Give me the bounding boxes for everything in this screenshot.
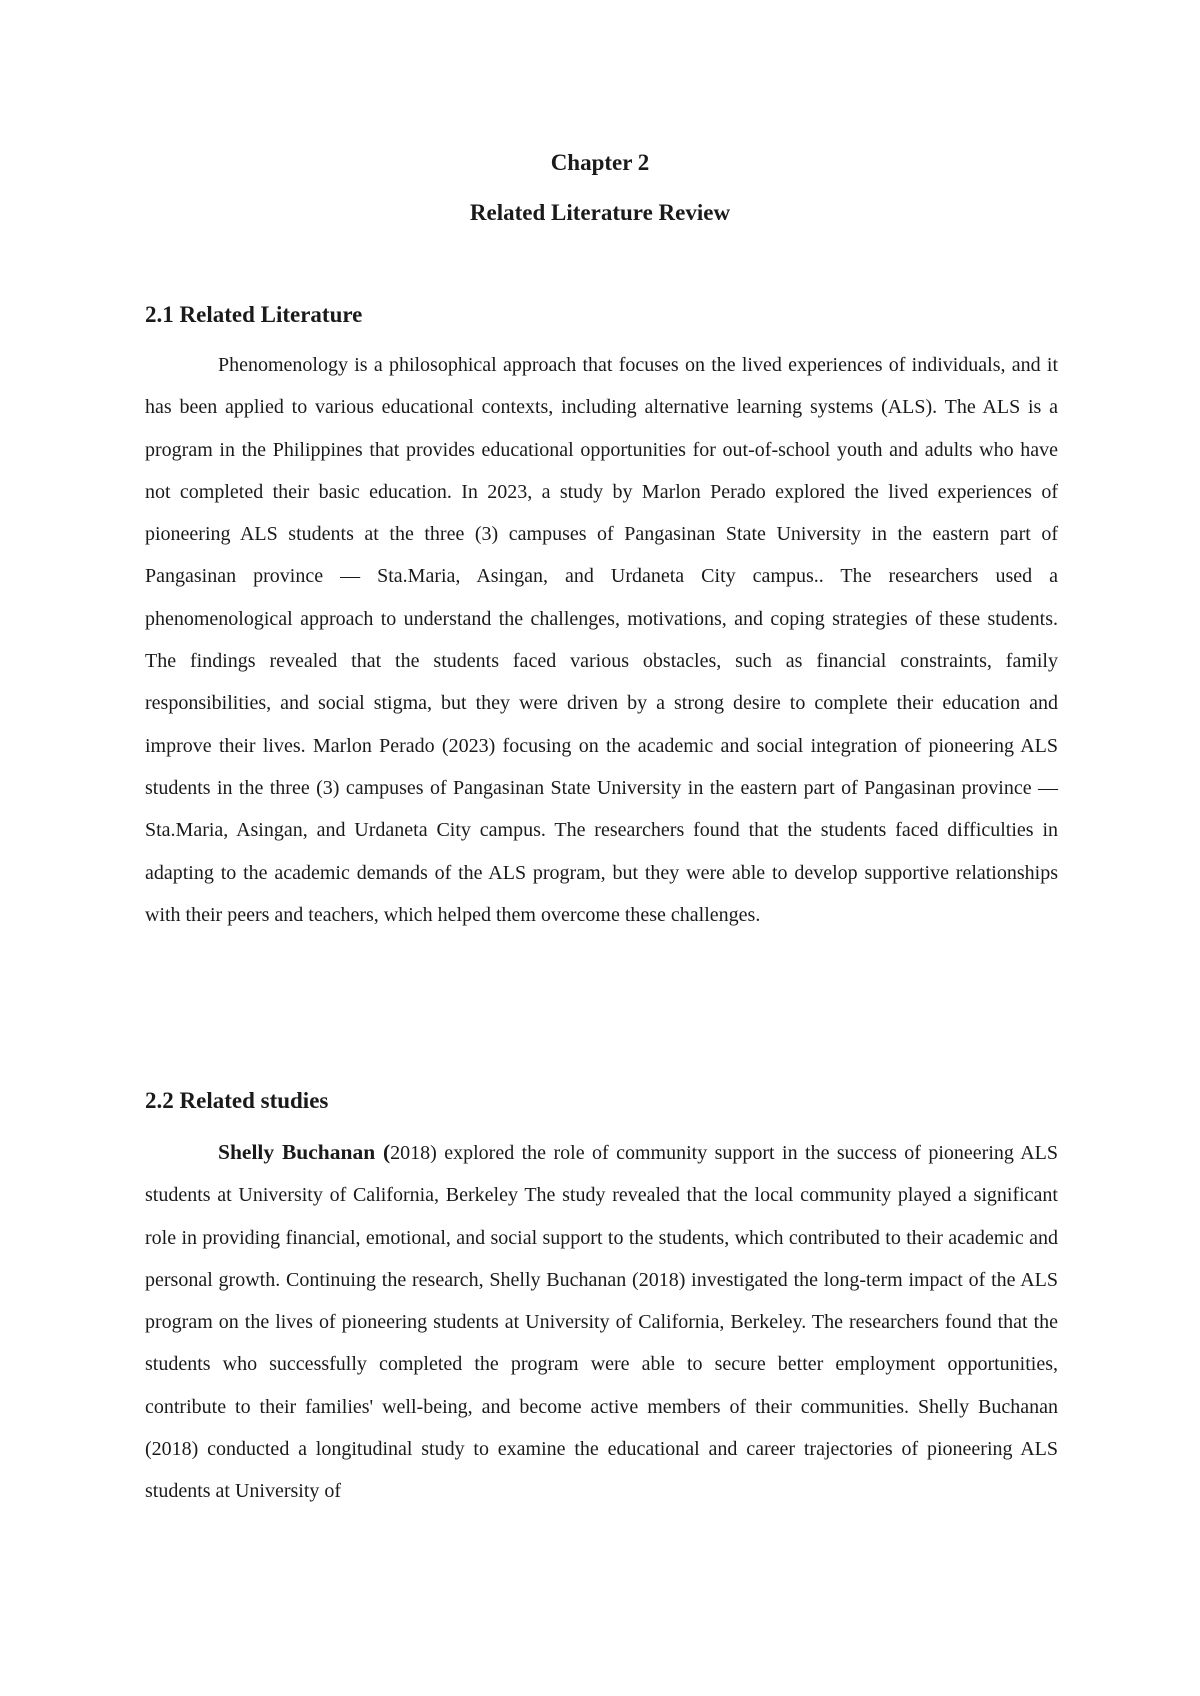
paragraph-text: 2018) explored the role of community support in the success of pioneering ALS students at University of California, Berkeley The study revealed that the local community played a significant role in providing financial, emotional, and social support to the students, which contributed to their academic and personal growth. Continuing the research, Shelly Buchanan (2018) investigated the long-term impact of the ALS program on the lives of pioneering students at University of California, Berkeley. The researchers found that the students who successfully completed the program were able to secure better employment opportunities, contribute to their families' well-being, and become active members of their communities. Shelly Buchanan (2018) conducted a longitudinal study to examine the educational and career trajectories of pioneering ALS students at University of <box>145 1142 1059 1503</box>
author-name-bold: Shelly Buchanan ( <box>218 1140 391 1164</box>
chapter-number: Chapter 2 <box>550 150 650 175</box>
chapter-title: Related Literature Review <box>469 200 731 225</box>
section-heading-related-literature: 2.1 Related Literature <box>145 302 363 327</box>
body-paragraph: Phenomenology is a philosophical approach that focuses on the lived experiences of individuals, and it has been applied to various educational contexts, including alternative learning systems (ALS). The ALS is a program in the Philippines that provides educational opportunities for out-of-school youth and adults who have not completed their basic education. In 2023, a study by Marlon Perado explored the lived experiences of pioneering ALS students at the three (3) campuses of Pangasinan State University in the eastern part of Pangasinan province — Sta.Maria, Asingan, and Urdaneta City campus.. The researchers used a phenomenological approach to understand the challenges, motivations, and coping strategies of these students. The findings revealed that the students faced various obstacles, such as financial constraints, family responsibilities, and social stigma, but they were driven by a strong desire to complete their education and improve their lives. Marlon Perado (2023) focusing on the academic and social integration of pioneering ALS students in the three (3) campuses of Pangasinan State University in the eastern part of Pangasinan province — Sta.Maria, Asingan, and Urdaneta City campus. The researchers found that the students faced difficulties in adapting to the academic demands of the ALS program, but they were able to develop supportive relationships with their peers and teachers, which helped them overcome these challenges. <box>145 354 1058 926</box>
section-heading-related-studies: 2.2 Related studies <box>145 1088 329 1113</box>
body-paragraph <box>145 1131 1058 1513</box>
